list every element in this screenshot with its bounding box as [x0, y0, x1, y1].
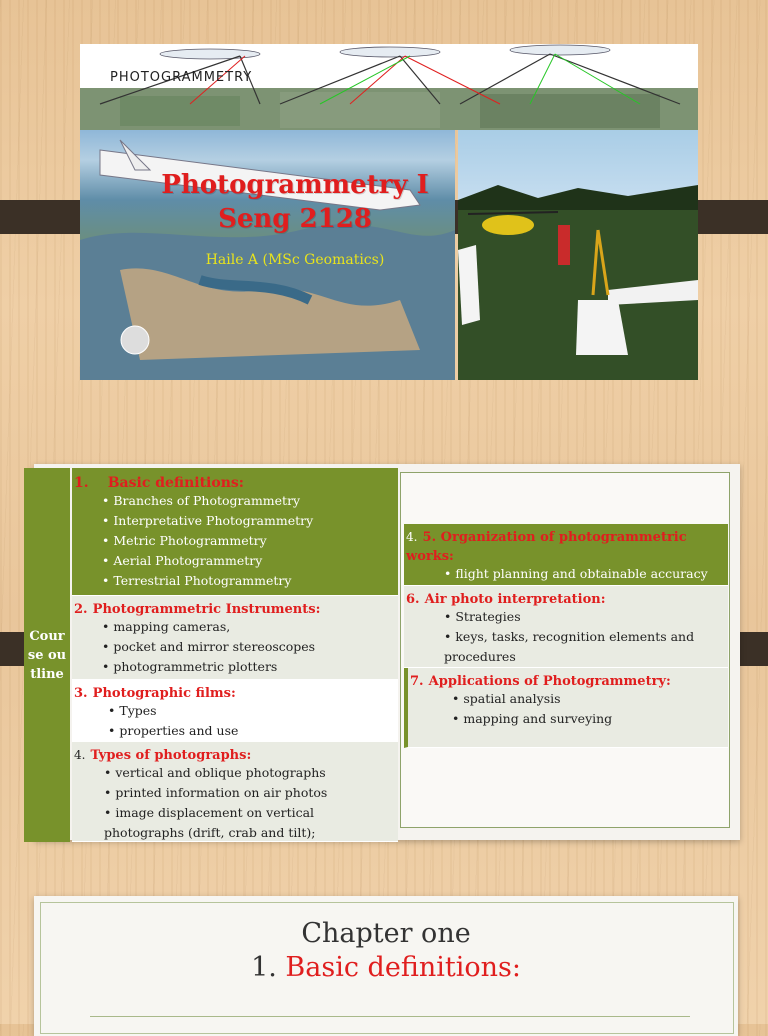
- section-number: 6.: [406, 592, 420, 607]
- list-item: • vertical and oblique photographs: [104, 763, 398, 783]
- outline-section-7: [404, 668, 728, 748]
- section-heading: Types of photographs:: [90, 748, 252, 763]
- outline-section-1: [72, 468, 398, 596]
- list-item: • Interpretative Photogrammetry: [102, 511, 398, 531]
- section-number: 7.: [410, 674, 424, 689]
- title-line-1: Photogrammetry I: [161, 170, 429, 200]
- slide-title: [0, 0, 768, 420]
- list-item: • Branches of Photogrammetry: [102, 491, 398, 511]
- section-items: [408, 689, 728, 729]
- section-heading-row: [408, 670, 728, 689]
- list-item: • spatial analysis: [452, 689, 728, 709]
- presentation-title: [115, 168, 475, 236]
- list-item: • properties and use: [108, 721, 398, 741]
- section-items: [72, 701, 398, 741]
- list-item: • pocket and mirror stereoscopes: [102, 637, 398, 657]
- aircraft-lines-illustration: [80, 44, 698, 130]
- list-item: • keys, tasks, recognition elements and procedures: [444, 627, 728, 667]
- chapter-heading: [34, 952, 738, 983]
- list-item: • Terrestrial Photogrammetry: [102, 571, 398, 591]
- outline-section-3: [72, 680, 398, 742]
- chapter-heading-number: 1.: [251, 952, 277, 983]
- slide-course-outline: [0, 448, 768, 848]
- section-items: [72, 491, 398, 591]
- chapter-heading-text: Basic definitions:: [285, 952, 521, 983]
- list-item: • Strategies: [444, 607, 728, 627]
- section-heading: Photogrammetric Instruments:: [92, 602, 321, 617]
- chapter-title: Chapter one: [301, 918, 471, 949]
- section-heading: Basic definitions:: [107, 475, 244, 491]
- section-heading-row: [72, 744, 398, 763]
- section-heading: Air photo interpretation:: [424, 592, 606, 607]
- outline-section-5: [404, 524, 728, 586]
- section-heading-row: [404, 588, 728, 607]
- course-outline-label: [24, 468, 70, 842]
- banner-label: PHOTOGRAMMETRY: [110, 70, 253, 85]
- section-number: 4.: [406, 530, 418, 544]
- section-number: 1.: [74, 475, 89, 491]
- section-heading: Applications of Photogrammetry:: [428, 674, 671, 689]
- list-item: • mapping cameras,: [102, 617, 398, 637]
- list-item: • image displacement on vertical photographs (drift, crab and tilt);: [74, 803, 398, 843]
- divider: [90, 1016, 690, 1017]
- helicopter-field-illustration: [458, 130, 698, 380]
- slide-chapter-one: [0, 880, 768, 1024]
- section-heading-row: [72, 598, 398, 617]
- list-item: • Metric Photogrammetry: [102, 531, 398, 551]
- section-number: 2.: [74, 602, 88, 617]
- section-heading: 5. Organization of photogrammetric works:: [406, 530, 687, 564]
- photogrammetry-banner-image: [80, 44, 698, 130]
- section-items: [404, 564, 728, 584]
- course-outline-text: Course outline: [27, 628, 67, 682]
- section-heading-row: [72, 682, 398, 701]
- section-number: 3.: [74, 686, 88, 701]
- outline-section-2: [72, 596, 398, 680]
- list-item: • photogrammetric plotters: [102, 657, 398, 677]
- outline-section-4: [72, 742, 398, 842]
- section-heading: Photographic films:: [92, 686, 236, 701]
- author-line: Haile A (MSc Geomatics): [205, 252, 385, 268]
- section-heading-row: [404, 526, 728, 564]
- section-heading-row: [72, 472, 398, 491]
- section-items: [404, 607, 728, 667]
- section-items: [72, 617, 398, 677]
- list-item: • Types: [108, 701, 398, 721]
- title-line-2: Seng 2128: [218, 204, 372, 234]
- outline-section-6: [404, 586, 728, 668]
- list-item: • Aerial Photogrammetry: [102, 551, 398, 571]
- list-item: • flight planning and obtainable accuracy: [444, 564, 728, 584]
- list-item: • mapping and surveying: [452, 709, 728, 729]
- section-number: 4.: [74, 748, 86, 762]
- field-survey-photo: [458, 130, 698, 380]
- list-item: • printed information on air photos: [104, 783, 398, 803]
- section-items: [72, 763, 398, 843]
